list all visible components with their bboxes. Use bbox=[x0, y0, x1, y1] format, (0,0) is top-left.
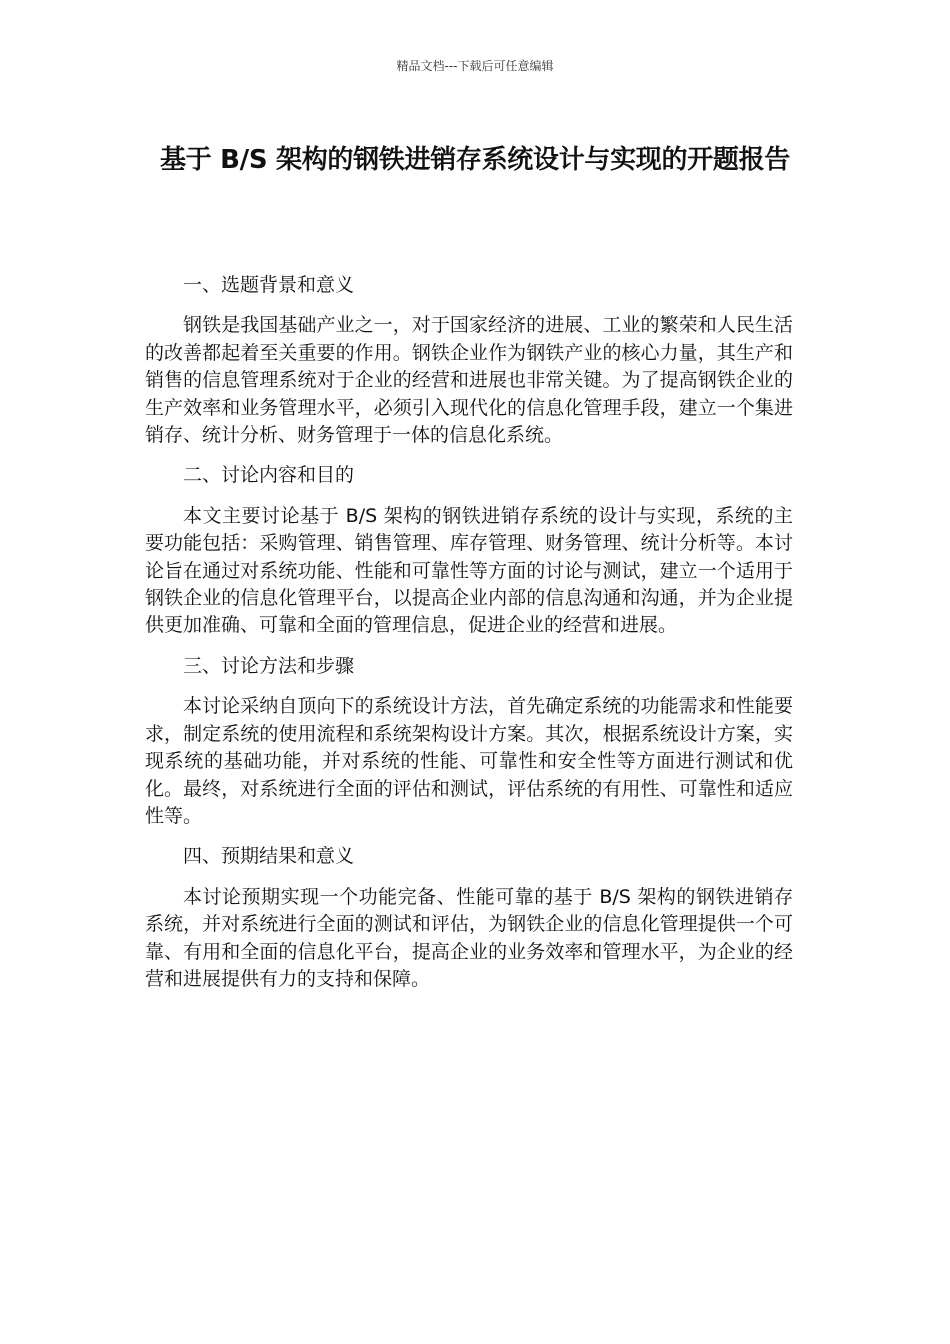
section-paragraph-2: 本文主要讨论基于 B/S 架构的钢铁进销存系统的设计与实现，系统的主要功能包括：采购管理、销售管理、库存管理、财务管理、统计分析等。本讨论旨在通过对系统功能、性能和可靠性等方面的讨论与测试，建立一个适用于钢铁企业的信息化管理平台，以提高企业内部的信息沟通和沟通，并为企业提供更加准确、可靠和全面的管理信息，促进企业的经营和进展。 bbox=[145, 504, 793, 637]
section-heading-3: 三、讨论方法和步骤 bbox=[183, 654, 355, 677]
section-heading-4: 四、预期结果和意义 bbox=[183, 845, 355, 868]
section-paragraph-3: 本讨论采纳自顶向下的系统设计方法，首先确定系统的功能需求和性能要求，制定系统的使用流程和系统架构设计方案。其次，根据系统设计方案，实现系统的基础功能，并对系统的性能、可靠性和安全性等方面进行测试和优化。最终，对系统进行全面的评估和测试，评估系统的有用性、可靠性和适应性等。 bbox=[145, 695, 793, 827]
page-title: 基于 B/S 架构的钢铁进销存系统设计与实现的开题报告 bbox=[159, 145, 791, 175]
section-paragraph-4: 本讨论预期实现一个功能完备、性能可靠的基于 B/S 架构的钢铁进销存系统，并对系统进行全面的测试和评估，为钢铁企业的信息化管理提供一个可靠、有用和全面的信息化平台，提高企业的业务效率和管理水平，为企业的经营和进展提供有力的支持和保障。 bbox=[145, 885, 793, 990]
section-heading-1: 一、选题背景和意义 bbox=[183, 274, 355, 296]
header-note: 精品文档---下载后可任意编辑 bbox=[396, 59, 554, 73]
document-body bbox=[145, 272, 793, 1006]
section-paragraph-1: 钢铁是我国基础产业之一，对于国家经济的进展、工业的繁荣和人民生活的改善都起着至关重要的作用。钢铁企业作为钢铁产业的核心力量，其生产和销售的信息管理系统对于企业的经营和进展也非常关键。为了提高钢铁企业的生产效率和业务管理水平，必须引入现代化的信息化管理手段，建立一个集进销存、统计分析、财务管理于一体的信息化系统。 bbox=[145, 314, 793, 447]
section-heading-2: 二、讨论内容和目的 bbox=[183, 464, 355, 487]
